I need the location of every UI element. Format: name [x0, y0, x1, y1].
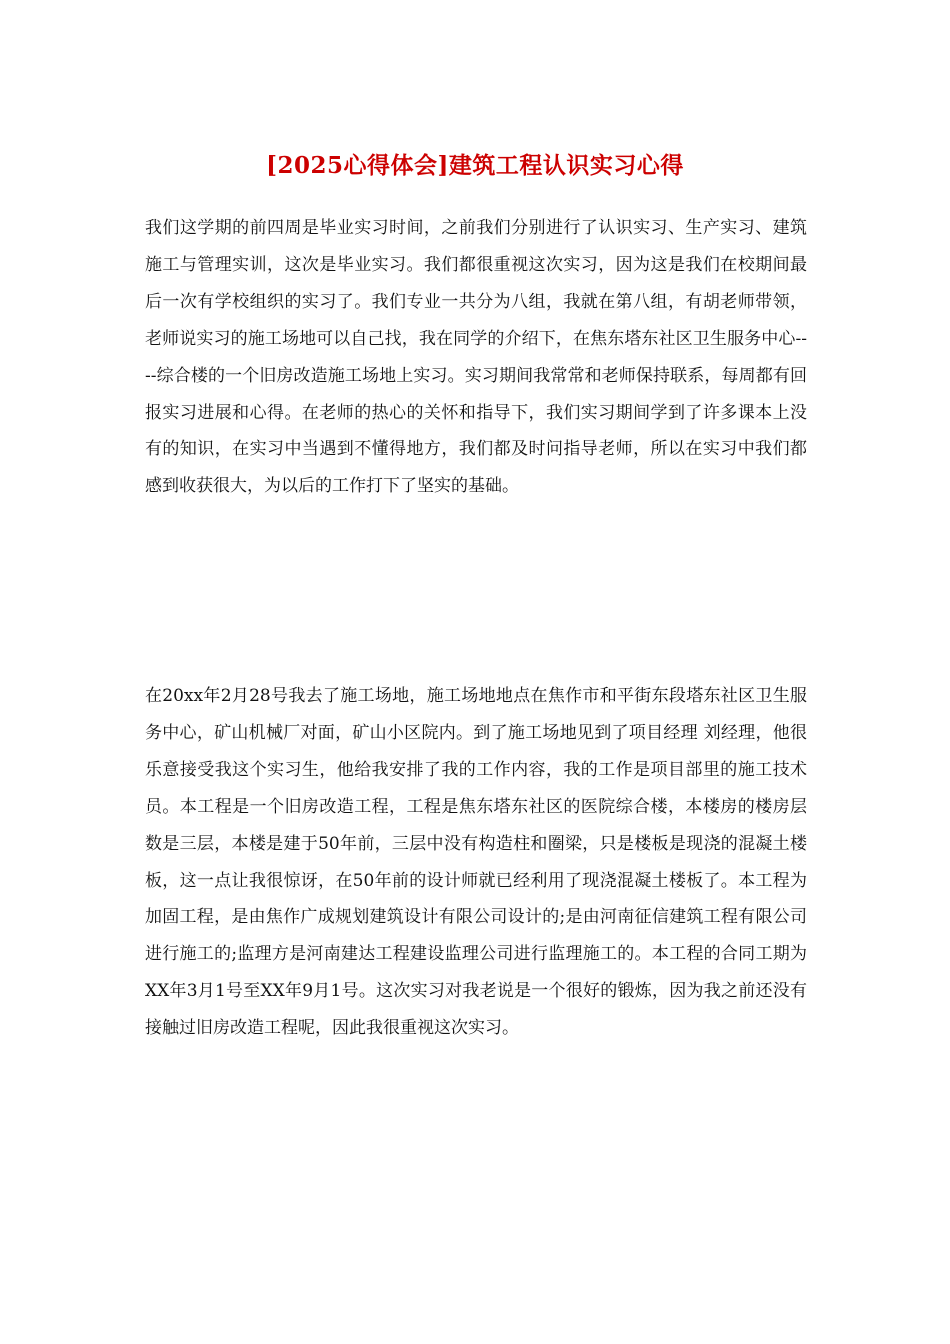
paragraph-internship-overview: 我们这学期的前四周是毕业实习时间，之前我们分别进行了认识实习、生产实习、建筑施工与管理实训，这次是毕业实习。我们都很重视这次实习，因为这是我们在校期间最后一次有学校组织的实习了。我们专业一共分为八组，我就在第八组，有胡老师带领，老师说实习的施工场地可以自己找，我在同学的介绍下，在焦东塔东社区卫生服务中心----综合楼的一个旧房改造施工场地上实习。实习期间我常常和老师保持联系，每周都有回报实习进展和心得。在老师的热心的关怀和指导下，我们实习期间学到了许多课本上没有的知识，在实习中当遇到不懂得地方，我们都及时问指导老师，所以在实习中我们都感到收获很大，为以后的工作打下了坚实的基础。 — [145, 218, 807, 497]
document-title: [2025心得体会]建筑工程认识实习心得 — [266, 152, 684, 179]
paragraph-construction-site: 在20xx年2月28号我去了施工场地，施工场地地点在焦作市和平街东段塔东社区卫生服务中心，矿山机械厂对面，矿山小区院内。到了施工场地见到了项目经理 刘经理，他很乐意接受我这个实习生，他给我安排了我的工作内容，我的工作是项目部里的施工技术员。本工程是一个旧房改造工程，工程是焦东塔东社区的医院综合楼，本楼房的楼房层数是三层，本楼是建于50年前，三层中没有构造柱和圈梁，只是楼板是现浇的混凝土楼板，这一点让我很惊讶，在50年前的设计师就已经利用了现浇混凝土楼板了。本工程为加固工程，是由焦作广成规划建筑设计有限公司设计的;是由河南征信建筑工程有限公司进行施工的;监理方是河南建达工程建设监理公司进行监理施工的。本工程的合同工期为XX年3月1号至XX年9月1号。这次实习对我老说是一个很好的锻炼，因为我之前还没有接触过旧房改造工程呢，因此我很重视这次实习。 — [145, 686, 807, 1039]
